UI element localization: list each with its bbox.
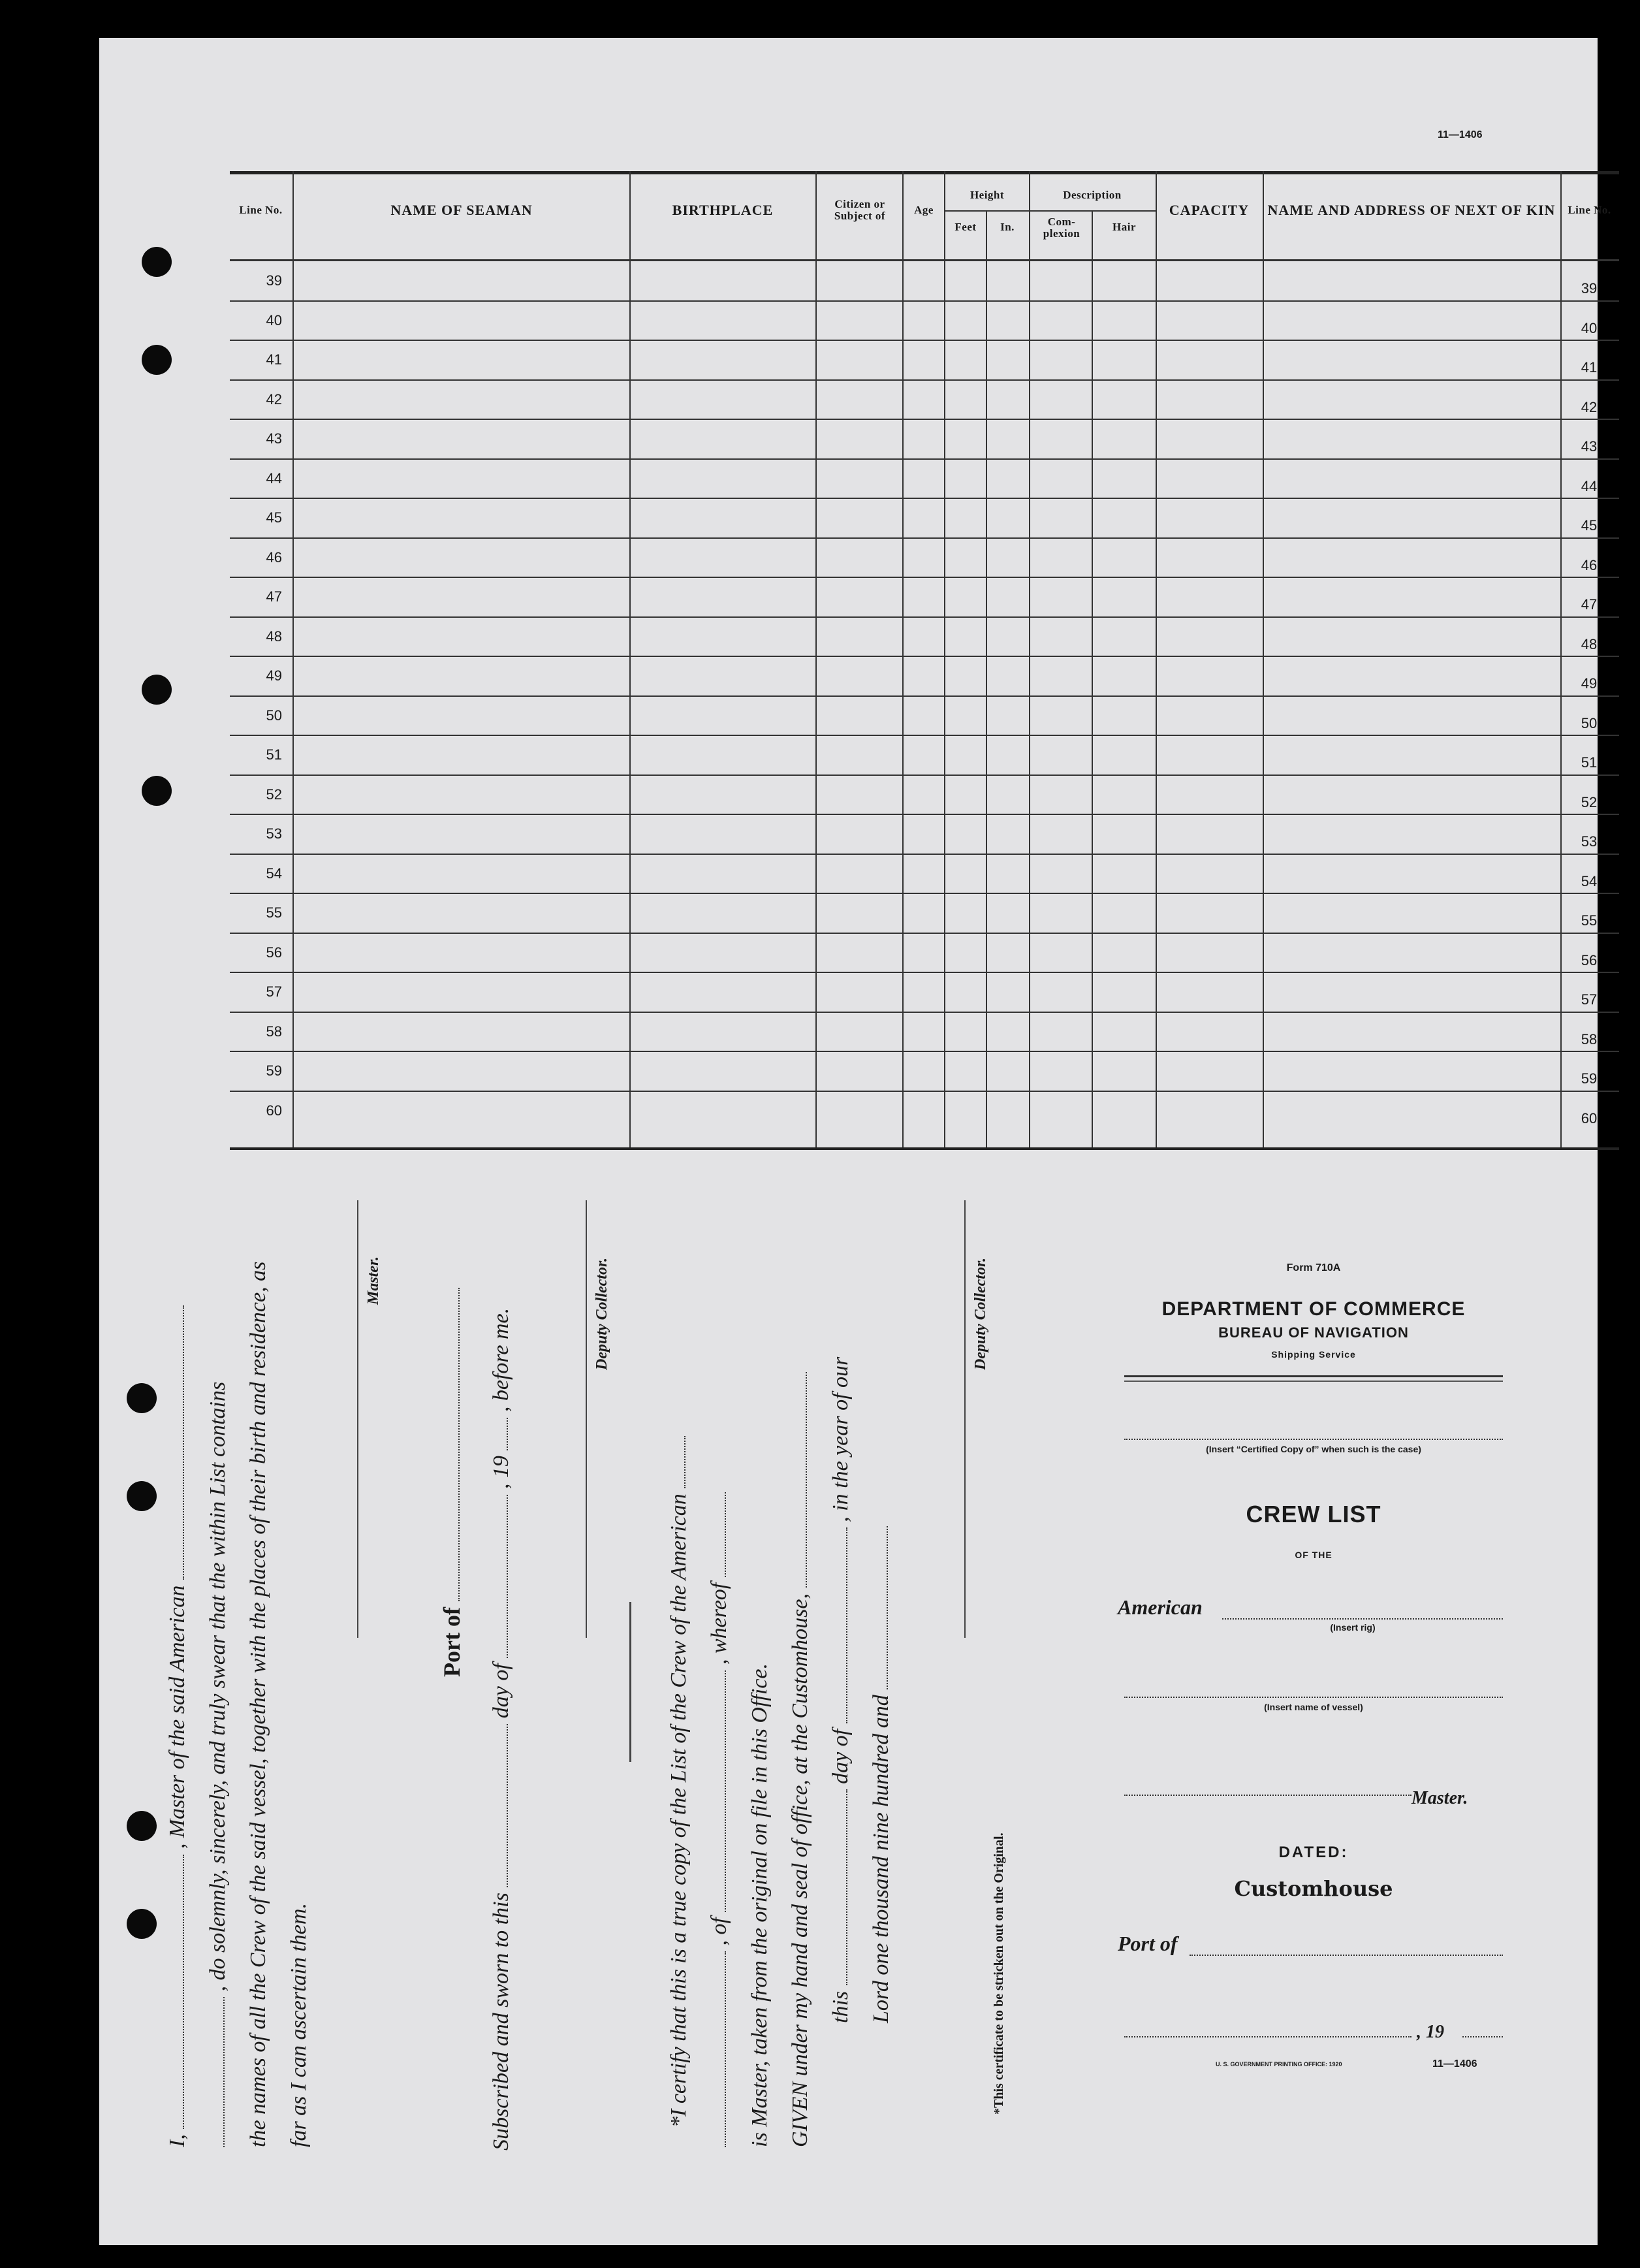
binder-hole [127,1811,157,1841]
binder-hole [142,776,172,806]
panel-rule [1124,1375,1503,1377]
description-subrule [1030,210,1157,212]
certify-day-of: day of [828,1729,853,1784]
table-row [230,972,1619,1012]
certified-copy-field[interactable] [1124,1439,1503,1440]
table-row [230,498,1619,537]
col-divider [1092,210,1093,1147]
row-number-right: 53 [1581,833,1598,850]
row-number-right: 46 [1581,556,1598,573]
table-row [230,419,1619,458]
certify-in-year: , in the year of our [828,1356,853,1522]
row-number-left: 45 [266,509,282,526]
panel-year-label: , 19 [1417,2022,1444,2042]
row-number-left: 40 [266,311,282,328]
table-row [230,537,1619,577]
row-number-right: 54 [1581,872,1598,889]
affidavit-i: I, [165,2134,189,2147]
insert-certified-note: (Insert “Certified Copy of” when such is the case) [1206,1444,1421,1454]
table-row [230,893,1619,933]
row-number-right: 48 [1581,635,1598,652]
customhouse-label: Customhouse [1234,1876,1393,1901]
row-number-right: 58 [1581,1030,1598,1047]
crew-list-title: CREW LIST [1246,1501,1381,1527]
header-capacity: CAPACITY [1169,202,1250,219]
header-citizen: Citizen or Subject of [834,198,886,222]
header-age: Age [914,204,934,217]
deputy-collector-label-1: Deputy Collector. [593,1258,610,1370]
certify-lord: Lord one thousand nine hundred and [869,1695,893,2023]
certify-of: , of [707,1917,731,1946]
header-next-of-kin: NAME AND ADDRESS OF NEXT OF KIN [1267,202,1556,219]
row-number-right: 52 [1581,793,1598,810]
table-row [230,775,1619,814]
row-number-left: 57 [266,983,282,1000]
table-top-rule [230,171,1619,174]
master-signature-line [357,1200,358,1638]
binder-hole [142,345,172,375]
table-row [230,814,1619,854]
section-separator [629,1602,631,1762]
row-number-right: 47 [1581,596,1598,613]
binder-hole [127,1909,157,1939]
header-name-of-seaman: NAME OF SEAMAN [390,202,533,219]
form-number: Form 710A [1286,1262,1341,1273]
binder-hole [142,675,172,705]
certify-text: *I certify that this is a true copy of the List of the Crew of the American [667,1493,691,2128]
dated-label: DATED: [1278,1844,1349,1861]
service-title: Shipping Service [1271,1349,1356,1360]
col-divider [1029,171,1030,1147]
table-row [230,261,1619,300]
header-feet: Feet [954,221,977,234]
row-number-right: 41 [1581,359,1598,375]
height-subrule [945,210,1029,212]
table-row [230,458,1619,498]
certify-given: GIVEN under my hand and seal of office, at the Customhouse, [788,1593,812,2147]
row-number-right: 49 [1581,675,1598,692]
year-field[interactable] [1462,2036,1503,2037]
row-number-left: 50 [266,707,282,724]
table-bottom-rule [230,1147,1619,1150]
row-number-left: 53 [266,825,282,842]
row-number-left: 54 [266,865,282,882]
certify-whereof: , whereof [707,1582,731,1665]
form-code-top: 11—1406 [1438,129,1483,140]
col-divider [815,171,817,1147]
panel-port-of-label: Port of [1118,1932,1178,1955]
affidavit-names: the names of all the Crew of the said vessel, together with the places of their birth and residence, as [246,1261,270,2147]
affidavit-day-of: day of [489,1663,513,1719]
row-number-left: 46 [266,549,282,566]
col-divider [902,171,904,1147]
row-number-left: 52 [266,786,282,803]
port-field[interactable] [1190,1955,1503,1956]
row-number-left: 48 [266,628,282,645]
row-number-left: 41 [266,351,282,368]
table-row [230,695,1619,735]
row-number-left: 56 [266,944,282,961]
affidavit-ascertain: far as I can ascertain them. [287,1903,311,2147]
header-description: Description [1063,189,1122,202]
table-row [230,300,1619,340]
row-number-left: 44 [266,470,282,487]
crew-table [230,171,1619,1151]
printing-office-note: U. S. GOVERNMENT PRINTING OFFICE: 1920 [1216,2061,1342,2068]
row-number-right: 43 [1581,438,1598,455]
table-row [230,854,1619,893]
deputy-collector-label-2: Deputy Collector. [972,1258,989,1370]
row-number-left: 55 [266,904,282,921]
affidavit-before-me: , before me. [489,1307,513,1413]
affidavit-port-of: Port of [439,1607,465,1677]
table-row [230,379,1619,419]
form-code-bottom: 11—1406 [1432,2058,1477,2069]
header-complexion: Com-plexion [1043,216,1080,240]
row-number-right: 55 [1581,912,1598,929]
table-row [230,735,1619,775]
row-number-right: 59 [1581,1070,1598,1087]
row-number-left: 59 [266,1062,282,1079]
vessel-name-field[interactable] [1124,1697,1503,1698]
row-number-left: 47 [266,588,282,605]
table-row [230,656,1619,695]
row-number-left: 58 [266,1023,282,1040]
deputy-signature-line-1 [586,1200,587,1638]
row-number-left: 49 [266,667,282,684]
of-the-label: OF THE [1295,1550,1332,1560]
row-number-left: 43 [266,430,282,447]
row-number-left: 42 [266,391,282,407]
panel-rule [1124,1381,1503,1382]
insert-rig-note: (Insert rig) [1330,1622,1376,1633]
binder-hole [127,1383,157,1413]
row-number-right: 51 [1581,754,1598,771]
master-name-field[interactable] [1124,1795,1411,1796]
header-birthplace: BIRTHPLACE [672,202,774,219]
table-row [230,1012,1619,1051]
certify-is-master: is Master, taken from the original on file in this Office. [748,1663,772,2147]
col-divider [629,171,631,1147]
insert-vessel-note: (Insert name of vessel) [1264,1702,1363,1712]
col-divider [1263,171,1264,1147]
table-row [230,616,1619,656]
affidavit-master-of: , Master of the said American [165,1585,189,1849]
master-label: Master. [365,1256,382,1305]
rig-field[interactable] [1222,1618,1503,1620]
row-number-right: 50 [1581,714,1598,731]
row-number-right: 44 [1581,477,1598,494]
col-divider [1560,171,1562,1147]
affidavit-swear: , do solemnly, sincerely, and truly swear that the within List contains [206,1381,230,1992]
deputy-signature-line-2 [964,1200,966,1638]
table-row [230,340,1619,379]
footnote: *This certificate to be stricken out on the Original. [992,1832,1006,2115]
american-label: American [1118,1595,1203,1619]
table-row [230,577,1619,616]
row-number-right: 42 [1581,398,1598,415]
row-number-left: 60 [266,1102,282,1119]
header-hair: Hair [1112,221,1136,234]
header-height: Height [970,189,1005,202]
row-number-right: 39 [1581,280,1598,296]
row-number-right: 57 [1581,991,1598,1008]
col-divider [944,171,945,1147]
certify-this: this [828,1990,853,2023]
date-field[interactable] [1124,2036,1411,2037]
affidavit-subscribed: Subscribed and sworn to this [489,1893,513,2150]
col-divider [1156,171,1157,1147]
row-number-right: 56 [1581,951,1598,968]
col-divider [292,171,294,1147]
department-title: DEPARTMENT OF COMMERCE [1161,1298,1466,1320]
col-divider [986,210,987,1147]
header-line-no-left: Line No. [239,204,283,217]
binder-hole [127,1481,157,1511]
row-number-right: 60 [1581,1110,1598,1126]
header-line-no-right: Line No. [1568,204,1611,217]
row-number-left: 51 [266,746,282,763]
crew-list-form-page [99,38,1611,2245]
table-row [230,933,1619,972]
header-inches: In. [1000,221,1015,234]
binder-hole [142,247,172,277]
table-row [230,1051,1619,1091]
row-number-right: 40 [1581,319,1598,336]
table-row [230,1091,1619,1130]
affidavit-year: , 19 [489,1456,513,1490]
row-number-right: 45 [1581,517,1598,534]
panel-master-label: Master. [1411,1788,1468,1808]
row-number-left: 39 [266,272,282,289]
bureau-title: BUREAU OF NAVIGATION [1218,1324,1409,1341]
